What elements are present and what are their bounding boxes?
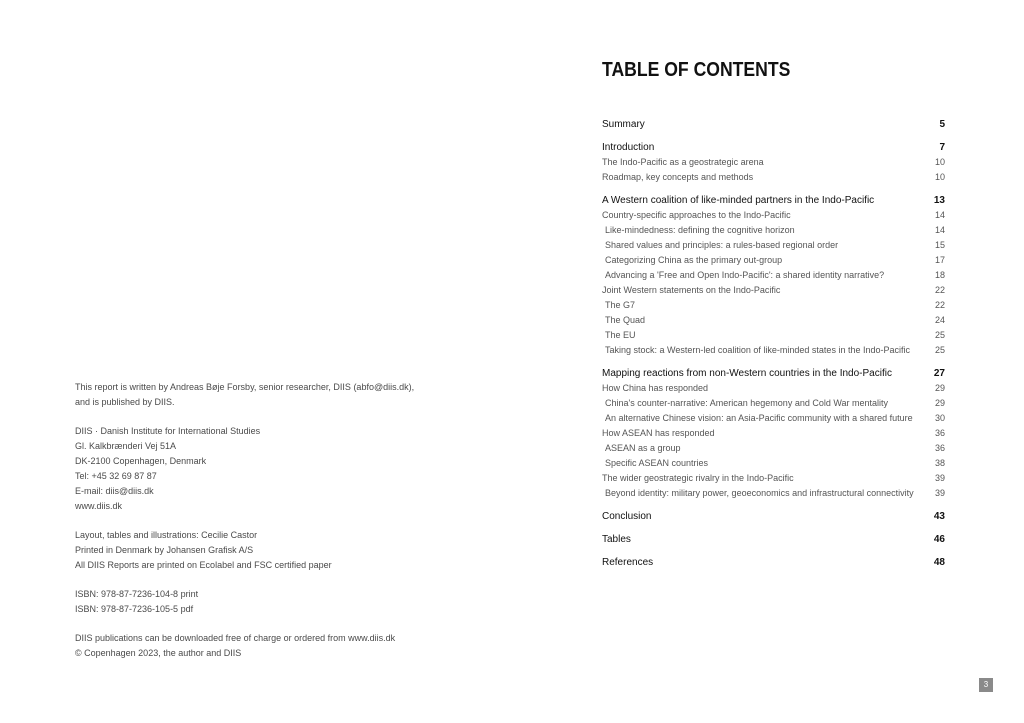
toc-entry-title: Beyond identity: military power, geoeconomics and infrastructural connectivity	[605, 488, 914, 498]
toc-entry-chapter[interactable]	[602, 555, 945, 570]
toc-entry-subsection[interactable]	[602, 298, 945, 313]
imprint-line: © Copenhagen 2023, the author and DIIS	[75, 648, 242, 658]
toc-entry-title: Conclusion	[602, 511, 652, 522]
toc-entry-page: 29	[934, 383, 945, 393]
toc-entry-chapter[interactable]	[602, 532, 945, 547]
toc-entry-title: Introduction	[602, 142, 655, 153]
toc-entry-subsection[interactable]	[602, 268, 945, 283]
toc-entry-title: Joint Western statements on the Indo-Pacific	[602, 285, 781, 295]
toc-entry-page: 18	[934, 270, 945, 280]
toc-entry-title: Specific ASEAN countries	[605, 458, 709, 468]
table-of-contents	[602, 117, 945, 570]
toc-entry-title: Categorizing China as the primary out-group	[605, 255, 783, 265]
toc-entry-page: 27	[933, 368, 945, 379]
imprint-spacer	[75, 410, 475, 424]
imprint-line: Layout, tables and illustrations: Cecilie Castor	[75, 530, 258, 540]
toc-entry-title: Summary	[602, 119, 645, 130]
toc-entry-title: Country-specific approaches to the Indo-Pacific	[602, 210, 791, 220]
toc-entry-subsection[interactable]	[602, 328, 945, 343]
toc-entry-title: Tables	[602, 534, 631, 545]
toc-entry-chapter[interactable]	[602, 117, 945, 132]
toc-entry-section[interactable]	[602, 155, 945, 170]
toc-entry-subsection[interactable]	[602, 486, 945, 501]
toc-entry-page: 13	[933, 195, 945, 206]
toc-entry-title: Advancing a 'Free and Open Indo-Pacific': a shared identity narrative?	[605, 270, 885, 280]
toc-entry-title: Shared values and principles: a rules-based regional order	[605, 240, 839, 250]
toc-entry-title: The G7	[605, 300, 636, 310]
toc-entry-subsection[interactable]	[602, 238, 945, 253]
imprint-line: DIIS · Danish Institute for International Studies	[75, 426, 261, 436]
toc-title: TABLE OF CONTENTS	[602, 59, 791, 81]
toc-entry-subsection[interactable]	[602, 456, 945, 471]
toc-entry-title: ASEAN as a group	[605, 443, 681, 453]
toc-entry-page: 36	[934, 428, 945, 438]
toc-entry-page: 39	[934, 473, 945, 483]
toc-entry-section[interactable]	[602, 471, 945, 486]
toc-entry-subsection[interactable]	[602, 343, 945, 358]
imprint-line: and is published by DIIS.	[75, 397, 175, 407]
imprint-line: DIIS publications can be downloaded free of charge or ordered from www.diis.dk	[75, 633, 396, 643]
toc-entry-chapter[interactable]	[602, 366, 945, 381]
toc-entry-page: 14	[934, 210, 945, 220]
toc-entry-title: References	[602, 557, 654, 568]
toc-entry-page: 14	[934, 225, 945, 235]
imprint-line: This report is written by Andreas Bøje Forsby, senior researcher, DIIS (abfo@diis.dk),	[75, 382, 415, 392]
toc-entry-page: 22	[934, 300, 945, 310]
toc-entry-subsection[interactable]	[602, 396, 945, 411]
toc-entry-page: 24	[934, 315, 945, 325]
imprint-line: ISBN: 978-87-7236-104-8 print	[75, 589, 199, 599]
toc-entry-title: China's counter-narrative: American hegemony and Cold War mentality	[605, 398, 889, 408]
toc-entry-chapter[interactable]	[602, 140, 945, 155]
toc-entry-section[interactable]	[602, 283, 945, 298]
toc-entry-subsection[interactable]	[602, 441, 945, 456]
toc-entry-title: How China has responded	[602, 383, 709, 393]
toc-entry-title: A Western coalition of like-minded partners in the Indo-Pacific	[602, 195, 875, 206]
toc-entry-subsection[interactable]	[602, 411, 945, 426]
toc-entry-page: 38	[934, 458, 945, 468]
toc-entry-page: 22	[934, 285, 945, 295]
imprint-spacer	[75, 617, 475, 631]
toc-entry-section[interactable]	[602, 381, 945, 396]
toc-entry-subsection[interactable]	[602, 253, 945, 268]
toc-entry-page: 10	[934, 172, 945, 182]
toc-entry-title: An alternative Chinese vision: an Asia-Pacific community with a shared future	[605, 413, 913, 423]
toc-entry-title: The Quad	[605, 315, 646, 325]
imprint-spacer	[75, 573, 475, 587]
toc-entry-page: 39	[934, 488, 945, 498]
toc-entry-page: 17	[934, 255, 945, 265]
toc-entry-page: 48	[933, 557, 945, 568]
toc-entry-title: The EU	[605, 330, 636, 340]
toc-entry-section[interactable]	[602, 208, 945, 223]
imprint-line: All DIIS Reports are printed on Ecolabel and FSC certified paper	[75, 560, 332, 570]
imprint-line: E-mail: diis@diis.dk	[75, 486, 154, 496]
imprint-line: ISBN: 978-87-7236-105-5 pdf	[75, 604, 194, 614]
toc-entry-title: Roadmap, key concepts and methods	[602, 172, 754, 182]
toc-entry-page: 43	[933, 511, 945, 522]
toc-entry-page: 29	[934, 398, 945, 408]
toc-entry-page: 10	[934, 157, 945, 167]
toc-entry-page: 15	[934, 240, 945, 250]
toc-entry-subsection[interactable]	[602, 223, 945, 238]
imprint-block	[75, 380, 475, 661]
toc-entry-page: 25	[934, 345, 945, 355]
toc-entry-subsection[interactable]	[602, 313, 945, 328]
toc-entry-title: How ASEAN has responded	[602, 428, 715, 438]
imprint-line: DK-2100 Copenhagen, Denmark	[75, 456, 207, 466]
toc-entry-page: 7	[939, 142, 945, 153]
imprint-line: Tel: +45 32 69 87 87	[75, 471, 157, 481]
imprint-line: Gl. Kalkbrænderi Vej 51A	[75, 441, 177, 451]
imprint-spacer	[75, 514, 475, 528]
toc-entry-chapter[interactable]	[602, 193, 945, 208]
toc-entry-title: Mapping reactions from non-Western countries in the Indo-Pacific	[602, 368, 892, 379]
page-number: 3	[979, 678, 993, 692]
toc-entry-title: The Indo-Pacific as a geostrategic arena	[602, 157, 764, 167]
toc-entry-title: Taking stock: a Western-led coalition of like-minded states in the Indo-Pacific	[605, 345, 910, 355]
imprint-line: Printed in Denmark by Johansen Grafisk A/S	[75, 545, 254, 555]
toc-entry-page: 36	[934, 443, 945, 453]
toc-entry-title: The wider geostrategic rivalry in the Indo-Pacific	[602, 473, 794, 483]
toc-entry-section[interactable]	[602, 170, 945, 185]
toc-entry-page: 5	[939, 119, 945, 130]
toc-entry-section[interactable]	[602, 426, 945, 441]
toc-entry-chapter[interactable]	[602, 509, 945, 524]
toc-entry-title: Like-mindedness: defining the cognitive horizon	[605, 225, 795, 235]
toc-entry-page: 30	[934, 413, 945, 423]
imprint-line: www.diis.dk	[75, 501, 123, 511]
toc-entry-page: 25	[934, 330, 945, 340]
toc-entry-page: 46	[933, 534, 945, 545]
